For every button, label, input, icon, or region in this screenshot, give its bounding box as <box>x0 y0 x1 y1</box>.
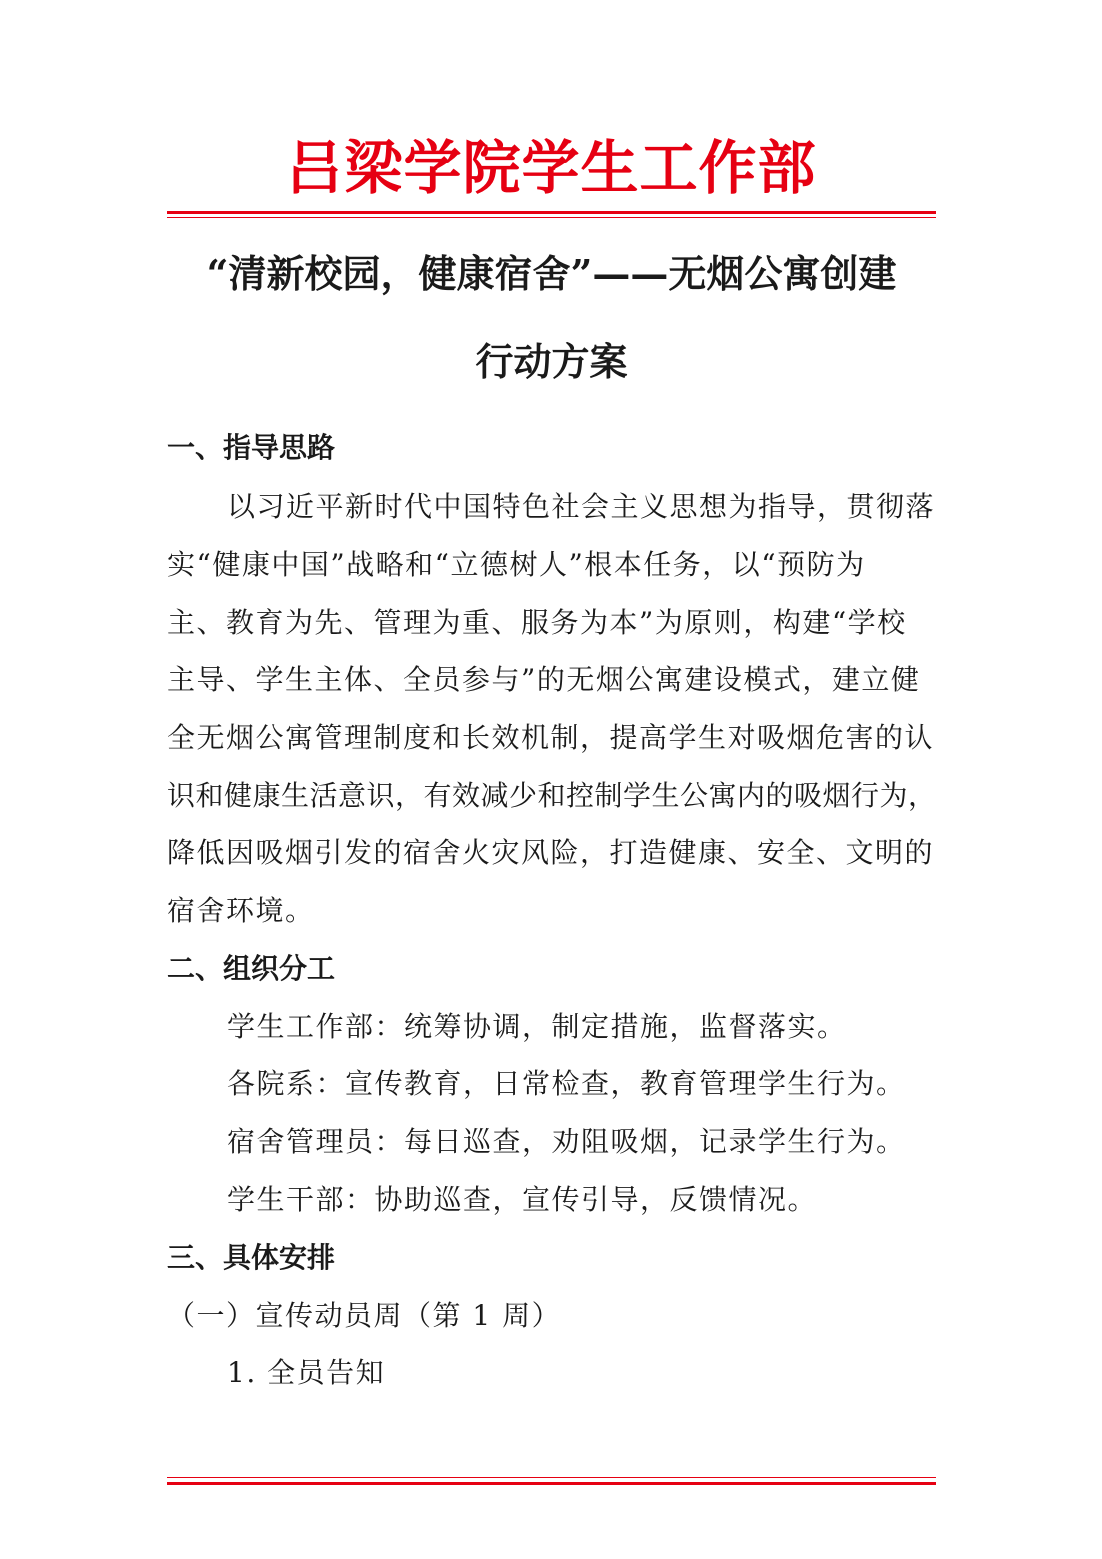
paragraph-line: 实“健康中国”战略和“立德树人”根本任务，以“预防为 <box>167 548 866 581</box>
paragraph-line: 降低因吸烟引发的宿舍火灾风险，打造健康、安全、文明的 <box>167 836 935 869</box>
footer-rule-thin <box>167 1477 936 1478</box>
paragraph-line: 宿舍环境。 <box>167 894 315 927</box>
header-rule-thick <box>167 211 936 214</box>
role-line: 各院系：宣传教育，日常检查，教育管理学生行为。 <box>227 1067 906 1100</box>
list-item: 1. 全员告知 <box>227 1356 386 1389</box>
section-heading-1: 一、指导思路 <box>167 431 336 464</box>
subsection-heading: （一）宣传动员周（第 1 周） <box>167 1299 562 1332</box>
paragraph-line: 全无烟公寓管理制度和长效机制，提高学生对吸烟危害的认 <box>167 721 935 754</box>
document-title-line2: 行动方案 <box>475 339 628 384</box>
org-header-title: 吕梁学院学生工作部 <box>285 134 817 202</box>
footer-rule-thick <box>167 1482 936 1485</box>
section-heading-2: 二、组织分工 <box>167 952 336 985</box>
header-rule-thin <box>167 217 936 218</box>
section-heading-3: 三、具体安排 <box>167 1241 336 1274</box>
paragraph-line: 识和健康生活意识，有效减少和控制学生公寓内的吸烟行为， <box>167 779 937 812</box>
role-line: 学生工作部：统筹协调，制定措施，监督落实。 <box>227 1010 847 1043</box>
paragraph-line: 主、教育为先、管理为重、服务为本”为原则，构建“学校 <box>167 606 907 639</box>
paragraph-line: 主导、学生主体、全员参与”的无烟公寓建设模式，建立健 <box>167 663 921 696</box>
role-line: 宿舍管理员：每日巡查，劝阻吸烟，记录学生行为。 <box>227 1125 906 1158</box>
document-title-line1: “清新校园，健康宿舍”——无烟公寓创建 <box>206 251 897 296</box>
paragraph-line: 以习近平新时代中国特色社会主义思想为指导，贯彻落 <box>227 490 936 523</box>
role-line: 学生干部：协助巡查，宣传引导，反馈情况。 <box>227 1183 818 1216</box>
